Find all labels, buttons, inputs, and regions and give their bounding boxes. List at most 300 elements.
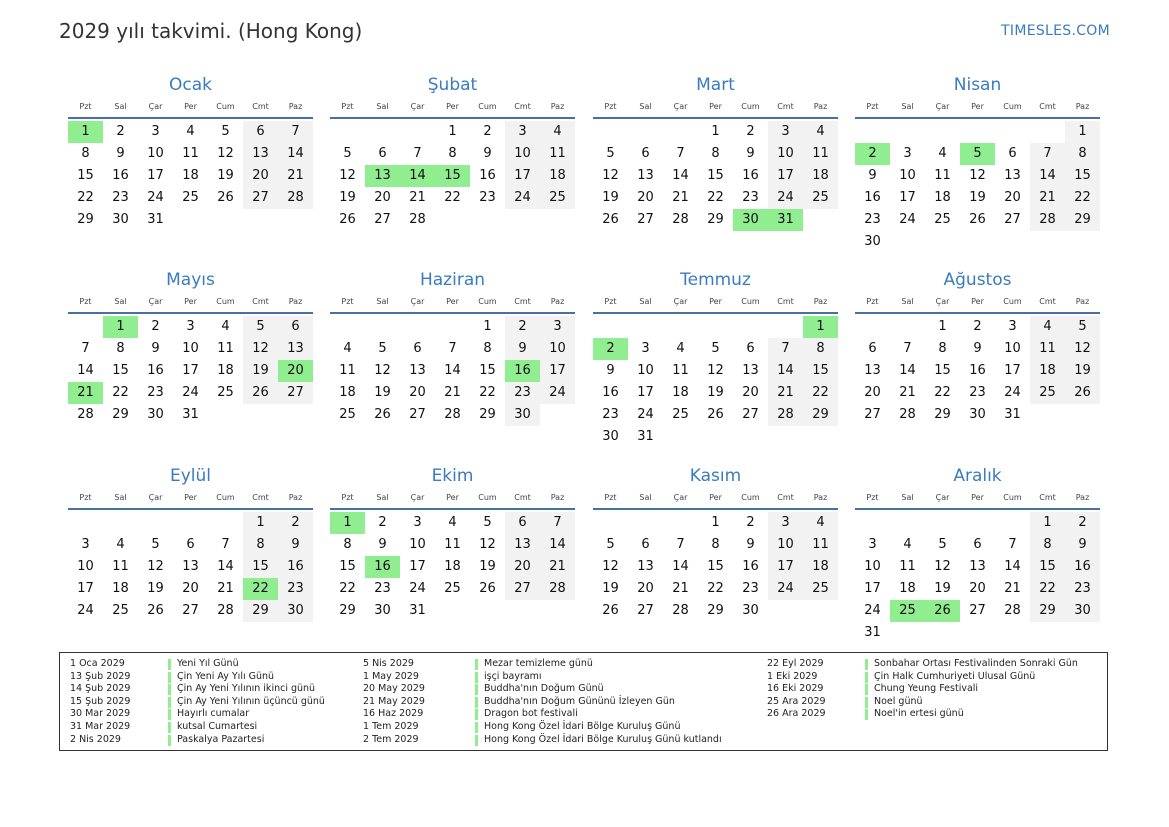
legend-item — [363, 683, 722, 696]
day-cell: 4 — [803, 121, 838, 143]
day-cell: 11 — [899, 559, 916, 574]
holiday-day-cell: 16 — [365, 556, 400, 578]
day-grid — [855, 121, 1100, 253]
day-cell: 13 — [742, 363, 759, 378]
weekday-label: Cmt — [252, 493, 269, 502]
weekday-label: Per — [446, 102, 459, 111]
weekday-label: Cum — [1003, 297, 1022, 306]
holiday-marker — [168, 684, 171, 695]
empty-cell — [593, 316, 628, 338]
weekday-label: Sal — [376, 297, 389, 306]
day-cell: 4 — [343, 341, 352, 356]
weekday-label: Cum — [478, 493, 497, 502]
holiday-marker — [865, 684, 868, 695]
day-grid — [68, 316, 313, 426]
weekday-label: Cmt — [1039, 102, 1056, 111]
holiday-name: Hong Kong Özel İdari Bölge Kuruluş Günü kutlandı — [484, 733, 722, 745]
day-cell: 28 — [899, 407, 916, 422]
day-cell: 21 — [768, 382, 803, 404]
day-cell: 15 — [803, 360, 838, 382]
day-cell: 14 — [899, 363, 916, 378]
weekday-label: Paz — [550, 493, 565, 502]
day-cell: 16 — [278, 556, 313, 578]
month-10 — [330, 465, 575, 622]
weekday-label: Çar — [935, 102, 950, 111]
day-cell: 8 — [343, 537, 352, 552]
day-cell: 18 — [217, 363, 234, 378]
day-cell: 6 — [243, 121, 278, 143]
site-logo-link[interactable]: TIMESLES.COM — [1001, 23, 1110, 39]
weekday-label: Per — [971, 102, 984, 111]
day-cell: 24 — [1004, 385, 1021, 400]
day-cell: 7 — [676, 537, 685, 552]
day-cell: 19 — [602, 581, 619, 596]
day-cell: 15 — [707, 559, 724, 574]
day-cell: 18 — [803, 165, 838, 187]
day-cell: 22 — [934, 385, 951, 400]
day-cell: 9 — [483, 146, 492, 161]
day-cell: 27 — [864, 407, 881, 422]
day-cell: 11 — [1030, 338, 1065, 360]
day-cell: 15 — [1065, 165, 1100, 187]
day-cell: 20 — [374, 190, 391, 205]
day-cell: 5 — [711, 341, 720, 356]
legend-item — [767, 683, 1078, 696]
day-cell: 10 — [637, 363, 654, 378]
empty-cell — [593, 121, 628, 143]
day-cell: 4 — [903, 537, 912, 552]
empty-cell — [628, 121, 663, 143]
weekday-label: Cmt — [777, 297, 794, 306]
holiday-date: 1 Oca 2029 — [70, 658, 125, 669]
weekday-label: Paz — [288, 493, 303, 502]
day-cell: 4 — [803, 512, 838, 534]
weekday-label: Cmt — [777, 493, 794, 502]
day-cell: 9 — [116, 146, 125, 161]
day-cell: 2 — [116, 124, 125, 139]
weekday-label: Cum — [1003, 493, 1022, 502]
day-cell: 12 — [217, 146, 234, 161]
weekday-label: Paz — [288, 297, 303, 306]
day-cell: 7 — [540, 512, 575, 534]
empty-cell — [663, 121, 698, 143]
legend-item — [70, 708, 325, 721]
empty-cell — [855, 512, 890, 534]
day-cell: 31 — [637, 429, 654, 444]
empty-cell — [663, 512, 698, 534]
day-cell: 27 — [243, 187, 278, 209]
day-cell: 30 — [147, 407, 164, 422]
holiday-marker — [168, 709, 171, 720]
day-cell: 29 — [803, 404, 838, 426]
day-cell: 29 — [1065, 209, 1100, 231]
day-cell: 24 — [182, 385, 199, 400]
day-cell: 16 — [969, 363, 986, 378]
weekday-label: Sal — [639, 297, 652, 306]
day-cell: 8 — [711, 537, 720, 552]
day-cell: 6 — [413, 341, 422, 356]
day-cell: 11 — [217, 341, 234, 356]
holiday-day-cell: 1 — [68, 121, 103, 143]
day-cell: 19 — [934, 581, 951, 596]
day-cell: 8 — [483, 341, 492, 356]
day-cell: 17 — [409, 559, 426, 574]
weekday-header — [855, 295, 1100, 314]
weekday-header — [68, 295, 313, 314]
day-cell: 23 — [742, 190, 759, 205]
holiday-date: 2 Tem 2029 — [363, 733, 419, 745]
day-cell: 20 — [637, 190, 654, 205]
holiday-marker — [475, 659, 478, 670]
day-cell: 15 — [243, 556, 278, 578]
month-3 — [593, 74, 838, 231]
day-cell: 26 — [243, 382, 278, 404]
day-cell: 30 — [602, 429, 619, 444]
day-cell: 22 — [112, 385, 129, 400]
empty-cell — [890, 121, 925, 143]
weekday-label: Per — [446, 493, 459, 502]
day-cell: 19 — [602, 190, 619, 205]
day-cell: 14 — [540, 534, 575, 556]
legend-item — [767, 658, 1078, 671]
day-cell: 20 — [243, 165, 278, 187]
day-grid — [593, 512, 838, 622]
day-cell: 20 — [409, 385, 426, 400]
day-cell: 16 — [147, 363, 164, 378]
day-cell: 25 — [112, 603, 129, 618]
day-cell: 10 — [505, 143, 540, 165]
legend-item — [363, 671, 722, 684]
day-cell: 27 — [505, 578, 540, 600]
holiday-date: 15 Şub 2029 — [70, 695, 131, 707]
day-cell: 14 — [77, 363, 94, 378]
day-cell: 14 — [1004, 559, 1021, 574]
day-cell: 2 — [483, 124, 492, 139]
holiday-date: 20 May 2029 — [363, 683, 425, 695]
holiday-date: 1 Tem 2029 — [363, 720, 419, 732]
day-cell: 16 — [742, 559, 759, 574]
holiday-marker — [865, 697, 868, 708]
holiday-name: kutsal Cumartesi — [177, 720, 258, 732]
holiday-date: 16 Eki 2029 — [767, 683, 824, 695]
holiday-name: Hayırlı cumalar — [177, 708, 250, 720]
day-cell: 20 — [969, 581, 986, 596]
holiday-date: 1 May 2029 — [363, 670, 419, 682]
weekday-label: Paz — [813, 297, 828, 306]
empty-cell — [995, 512, 1030, 534]
legend-item — [363, 734, 722, 747]
weekday-label: Cmt — [1039, 493, 1056, 502]
day-cell: 3 — [81, 537, 90, 552]
weekday-label: Çar — [673, 493, 688, 502]
weekday-label: Sal — [114, 493, 127, 502]
holiday-day-cell: 13 — [365, 165, 400, 187]
day-cell: 31 — [1004, 407, 1021, 422]
holiday-name: Buddha'nın Doğum Gününü İzleyen Gün — [484, 695, 675, 707]
holiday-day-cell: 2 — [855, 143, 890, 165]
day-cell: 16 — [864, 190, 881, 205]
day-cell: 21 — [672, 190, 689, 205]
day-cell: 31 — [147, 212, 164, 227]
day-cell: 9 — [151, 341, 160, 356]
day-cell: 1 — [711, 515, 720, 530]
month-name: Temmuz — [680, 270, 751, 290]
day-cell: 3 — [768, 121, 803, 143]
day-cell: 26 — [969, 212, 986, 227]
day-cell: 4 — [1030, 316, 1065, 338]
day-cell: 2 — [505, 316, 540, 338]
holiday-day-cell: 14 — [400, 165, 435, 187]
weekday-label: Paz — [1075, 493, 1090, 502]
day-cell: 7 — [278, 121, 313, 143]
day-cell: 14 — [672, 559, 689, 574]
day-cell: 8 — [243, 534, 278, 556]
weekday-label: Per — [184, 297, 197, 306]
legend-column-2 — [363, 658, 722, 746]
day-cell: 24 — [77, 603, 94, 618]
month-name: Eylül — [169, 466, 212, 486]
day-cell: 18 — [672, 385, 689, 400]
weekday-label: Çar — [935, 297, 950, 306]
holiday-name: Paskalya Pazartesi — [177, 733, 265, 745]
day-cell: 3 — [868, 537, 877, 552]
day-cell: 8 — [938, 341, 947, 356]
holiday-name: Çin Yeni Ay Yılı Günü — [177, 670, 275, 682]
day-cell: 6 — [1008, 146, 1017, 161]
day-cell: 3 — [1008, 319, 1017, 334]
day-cell: 6 — [505, 512, 540, 534]
day-cell: 17 — [864, 581, 881, 596]
day-cell: 7 — [903, 341, 912, 356]
day-cell: 23 — [864, 212, 881, 227]
holiday-date: 25 Ara 2029 — [767, 695, 826, 707]
day-cell: 17 — [77, 581, 94, 596]
day-cell: 6 — [973, 537, 982, 552]
day-cell: 1 — [448, 124, 457, 139]
day-cell: 7 — [221, 537, 230, 552]
legend-item — [767, 671, 1078, 684]
weekday-label: Cum — [1003, 102, 1022, 111]
holiday-day-cell: 1 — [330, 512, 365, 534]
day-cell: 31 — [864, 625, 881, 640]
day-cell: 20 — [637, 581, 654, 596]
weekday-header — [593, 491, 838, 510]
day-cell: 15 — [479, 363, 496, 378]
day-cell: 28 — [77, 407, 94, 422]
day-cell: 13 — [505, 534, 540, 556]
day-cell: 14 — [444, 363, 461, 378]
weekday-label: Pzt — [341, 297, 354, 306]
day-cell: 17 — [505, 165, 540, 187]
day-cell: 17 — [147, 168, 164, 183]
weekday-label: Cum — [741, 297, 760, 306]
day-cell: 21 — [278, 165, 313, 187]
holiday-marker — [865, 672, 868, 683]
day-cell: 25 — [1030, 382, 1065, 404]
day-cell: 5 — [606, 146, 615, 161]
day-cell: 24 — [768, 578, 803, 600]
day-cell: 26 — [217, 190, 234, 205]
legend-item — [363, 658, 722, 671]
weekday-label: Cmt — [514, 297, 531, 306]
empty-cell — [68, 316, 103, 338]
weekday-label: Paz — [813, 493, 828, 502]
day-cell: 10 — [1004, 341, 1021, 356]
holiday-name: Çin Ay Yeni Yılının üçüncü günü — [177, 695, 325, 707]
day-cell: 20 — [505, 556, 540, 578]
legend-item — [70, 734, 325, 747]
weekday-label: Cmt — [1039, 297, 1056, 306]
day-cell: 27 — [969, 603, 986, 618]
day-cell: 9 — [973, 341, 982, 356]
day-cell: 2 — [151, 319, 160, 334]
day-cell: 13 — [637, 559, 654, 574]
day-cell: 8 — [116, 341, 125, 356]
day-cell: 12 — [339, 168, 356, 183]
day-cell: 4 — [676, 341, 685, 356]
day-cell: 5 — [243, 316, 278, 338]
weekday-label: Per — [709, 102, 722, 111]
day-grid — [330, 512, 575, 622]
day-cell: 5 — [378, 341, 387, 356]
weekday-label: Pzt — [604, 102, 617, 111]
weekday-label: Pzt — [604, 493, 617, 502]
month-7 — [593, 269, 838, 448]
weekday-label: Cum — [216, 102, 235, 111]
weekday-label: Sal — [639, 102, 652, 111]
day-cell: 20 — [1004, 190, 1021, 205]
weekday-header — [593, 100, 838, 119]
day-cell: 24 — [899, 212, 916, 227]
day-cell: 1 — [711, 124, 720, 139]
empty-cell — [400, 121, 435, 143]
day-cell: 26 — [602, 603, 619, 618]
day-cell: 9 — [868, 168, 877, 183]
day-cell: 13 — [864, 363, 881, 378]
day-cell: 4 — [116, 537, 125, 552]
legend-item — [70, 683, 325, 696]
holiday-name: Çin Ay Yeni Yılının ikinci günü — [177, 683, 316, 695]
day-cell: 24 — [505, 187, 540, 209]
day-cell: 11 — [339, 363, 356, 378]
day-cell: 1 — [1030, 512, 1065, 534]
day-cell: 17 — [899, 190, 916, 205]
day-cell: 12 — [602, 168, 619, 183]
day-cell: 19 — [707, 385, 724, 400]
holiday-name: Buddha'nın Doğum Günü — [484, 683, 604, 695]
empty-cell — [890, 316, 925, 338]
weekday-label: Paz — [550, 102, 565, 111]
day-grid — [855, 316, 1100, 426]
weekday-label: Paz — [1075, 297, 1090, 306]
day-cell: 9 — [1065, 534, 1100, 556]
day-cell: 21 — [1030, 187, 1065, 209]
day-cell: 27 — [637, 212, 654, 227]
weekday-label: Pzt — [866, 493, 879, 502]
day-cell: 10 — [409, 537, 426, 552]
day-cell: 13 — [969, 559, 986, 574]
holiday-day-cell: 1 — [103, 316, 138, 338]
day-cell: 28 — [278, 187, 313, 209]
day-cell: 16 — [1065, 556, 1100, 578]
legend-column-1 — [70, 658, 325, 746]
day-cell: 20 — [864, 385, 881, 400]
day-cell: 23 — [602, 407, 619, 422]
month-11 — [593, 465, 838, 622]
weekday-label: Cum — [741, 493, 760, 502]
day-cell: 15 — [112, 363, 129, 378]
holiday-marker — [475, 697, 478, 708]
day-cell: 11 — [672, 363, 689, 378]
day-cell: 31 — [409, 603, 426, 618]
day-cell: 24 — [864, 603, 881, 618]
weekday-label: Cum — [478, 297, 497, 306]
day-cell: 16 — [742, 168, 759, 183]
day-cell: 14 — [768, 360, 803, 382]
day-cell: 28 — [672, 212, 689, 227]
day-cell: 29 — [1030, 600, 1065, 622]
holiday-marker — [475, 709, 478, 720]
legend-item — [70, 696, 325, 709]
day-cell: 26 — [707, 407, 724, 422]
day-cell: 24 — [540, 382, 575, 404]
day-cell: 5 — [606, 537, 615, 552]
day-cell: 18 — [444, 559, 461, 574]
day-cell: 5 — [151, 537, 160, 552]
day-cell: 1 — [483, 319, 492, 334]
day-cell: 6 — [641, 146, 650, 161]
weekday-label: Cum — [741, 102, 760, 111]
day-cell: 7 — [676, 146, 685, 161]
month-name: Nisan — [953, 75, 1002, 95]
weekday-label: Sal — [114, 102, 127, 111]
legend-item — [363, 708, 722, 721]
day-cell: 13 — [182, 559, 199, 574]
day-cell: 10 — [768, 534, 803, 556]
day-cell: 29 — [479, 407, 496, 422]
day-cell: 14 — [672, 168, 689, 183]
holiday-date: 26 Ara 2029 — [767, 708, 826, 720]
holiday-day-cell: 15 — [435, 165, 470, 187]
day-cell: 17 — [768, 165, 803, 187]
day-cell: 18 — [803, 556, 838, 578]
holiday-day-cell: 22 — [243, 578, 278, 600]
day-cell: 28 — [1004, 603, 1021, 618]
holiday-marker — [475, 722, 478, 733]
day-cell: 8 — [1030, 534, 1065, 556]
day-cell: 23 — [479, 190, 496, 205]
month-2 — [330, 74, 575, 231]
empty-cell — [960, 512, 995, 534]
legend-item — [363, 721, 722, 734]
weekday-label: Sal — [901, 102, 914, 111]
month-name: Ocak — [169, 75, 212, 95]
empty-cell — [995, 121, 1030, 143]
day-cell: 2 — [746, 124, 755, 139]
day-cell: 5 — [221, 124, 230, 139]
day-cell: 23 — [742, 581, 759, 596]
day-cell: 10 — [768, 143, 803, 165]
holiday-name: Noel günü — [874, 695, 923, 707]
weekday-label: Çar — [148, 493, 163, 502]
day-cell: 17 — [768, 556, 803, 578]
holiday-day-cell: 1 — [803, 316, 838, 338]
day-cell: 21 — [899, 385, 916, 400]
month-name: Aralık — [953, 466, 1002, 486]
empty-cell — [663, 316, 698, 338]
day-cell: 30 — [505, 404, 540, 426]
day-cell: 23 — [147, 385, 164, 400]
